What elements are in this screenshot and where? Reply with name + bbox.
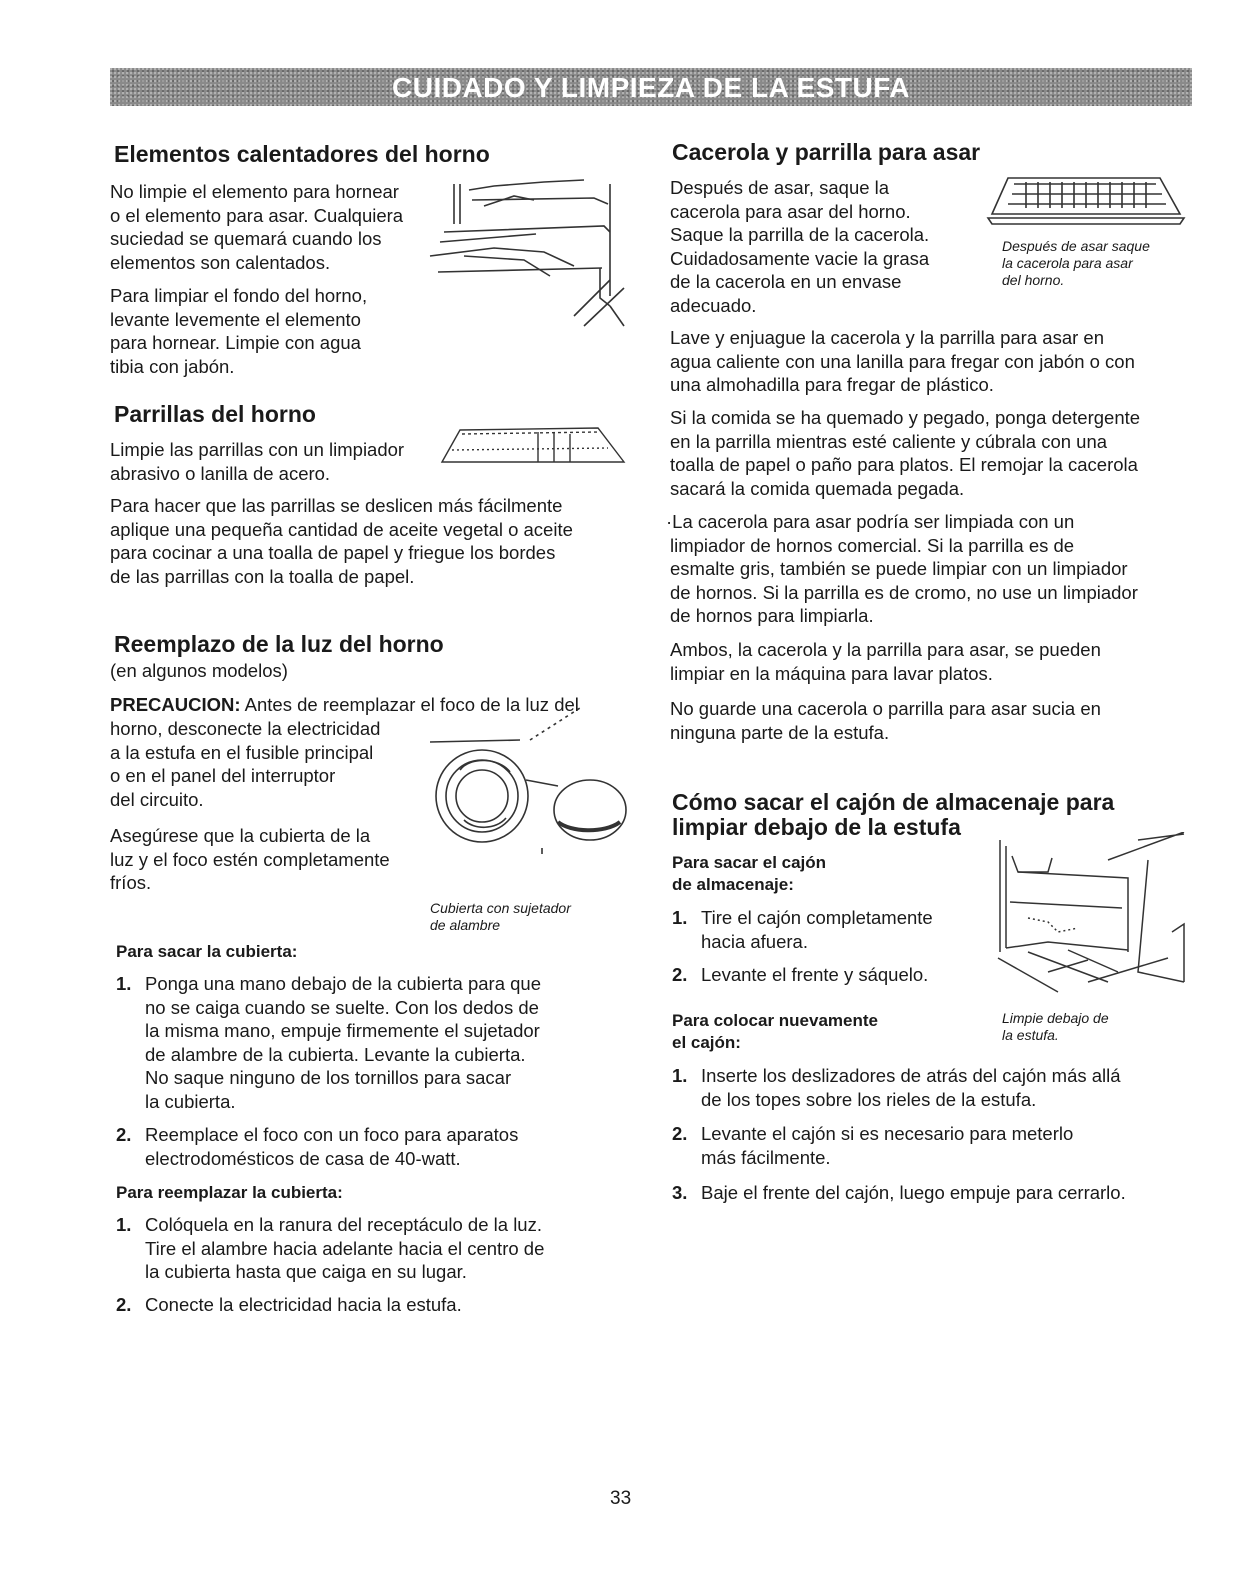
elementos-p1: No limpie el elemento para hornear o el elemento para asar. Cualquiera suciedad se quemará cuando los elementos son calentados.	[110, 181, 404, 273]
colocar-cajon-heading: Para colocar nuevamente el cajón:	[672, 1011, 878, 1052]
parrillas-p1: Limpie las parrillas con un limpiador abrasivo o lanilla de acero.	[110, 439, 405, 484]
heading-cacerola: Cacerola y parrilla para asar	[672, 139, 981, 165]
broiler-pan-illustration	[986, 172, 1186, 228]
oven-element-illustration	[424, 176, 630, 342]
rack-illustration	[438, 422, 628, 468]
light-cover-illustration	[430, 700, 630, 860]
cacerola-p6: No guarde una cacerola o parrilla para asar sucia en ninguna parte de la estufa.	[670, 698, 1101, 743]
precaucion-line: PRECAUCION: Antes de reemplazar el foco de la luz del	[110, 694, 579, 715]
drawer-illustration	[988, 832, 1194, 1002]
page-number: 33	[610, 1488, 632, 1509]
sacar-cajon-heading: Para sacar el cajón de almacenaje:	[672, 853, 827, 894]
light-caption: Cubierta con sujetador de alambre	[430, 900, 571, 933]
parrillas-p2: Para hacer que las parrillas se deslicen más fácilmente aplique una pequeña cantidad de aceite vegetal o aceite para cocinar a una toalla de papel y friegue los bordes de las parrillas con la toalla de papel.	[110, 495, 573, 587]
precaucion-rest: horno, desconecte la electricidad a la estufa en el fusible principal o en el panel del interruptor del circuito.	[110, 718, 381, 810]
section-banner	[110, 68, 1192, 106]
cacerola-p3: Si la comida se ha quemado y pegado, ponga detergente en la parrilla mientras esté caliente y cúbrala con una toalla de papel o paño para platos. El remojar la cacerola sacará la comida quemada pegada.	[670, 407, 1141, 499]
banner-title: CUIDADO Y LIMPIEZA DE LA ESTUFA	[392, 72, 910, 103]
reemplazar-cubierta-heading: Para reemplazar la cubierta:	[116, 1183, 343, 1202]
broiler-caption: Después de asar saque la cacerola para asar del horno.	[1002, 238, 1150, 288]
luz-subtitle: (en algunos modelos)	[110, 660, 288, 681]
drawer-caption: Limpie debajo de la estufa.	[1002, 1010, 1109, 1043]
cacerola-p5: Ambos, la cacerola y la parrilla para asar, se pueden limpiar en la máquina para lavar platos.	[670, 639, 1101, 684]
cacerola-p1: Después de asar, saque la cacerola para asar del horno. Saque la parrilla de la cacerola. Cuidadosamente vacie la grasa de la cacerola en un envase adecuado.	[670, 177, 930, 316]
sacar-cubierta-heading: Para sacar la cubierta:	[116, 942, 298, 961]
luz-p2: Asegúrese que la cubierta de la luz y el foco estén completamente fríos.	[110, 825, 390, 893]
cacerola-p4: ·La cacerola para asar podría ser limpiada con un limpiador de hornos comercial. Si la parrilla es de esmalte gris, también se puede limpiar con un limpiador de hornos. Si la parrilla es de cromo, no use un limpiador de hornos para limpiarla.	[666, 511, 1138, 626]
heading-luz: Reemplazo de la luz del horno	[114, 631, 444, 657]
cacerola-p2: Lave y enjuague la cacerola y la parrilla para asar en agua caliente con una lanilla para fregar con jabón o con una almohadilla para fregar de plástico.	[670, 327, 1135, 395]
elementos-p2: Para limpiar el fondo del horno, levante levemente el elemento para hornear. Limpie con agua tibia con jabón.	[110, 285, 368, 377]
heading-cajon: Cómo sacar el cajón de almacenaje para limpiar debajo de la estufa	[672, 789, 1115, 841]
heading-parrillas: Parrillas del horno	[114, 401, 316, 427]
heading-elementos: Elementos calentadores del horno	[114, 141, 490, 167]
